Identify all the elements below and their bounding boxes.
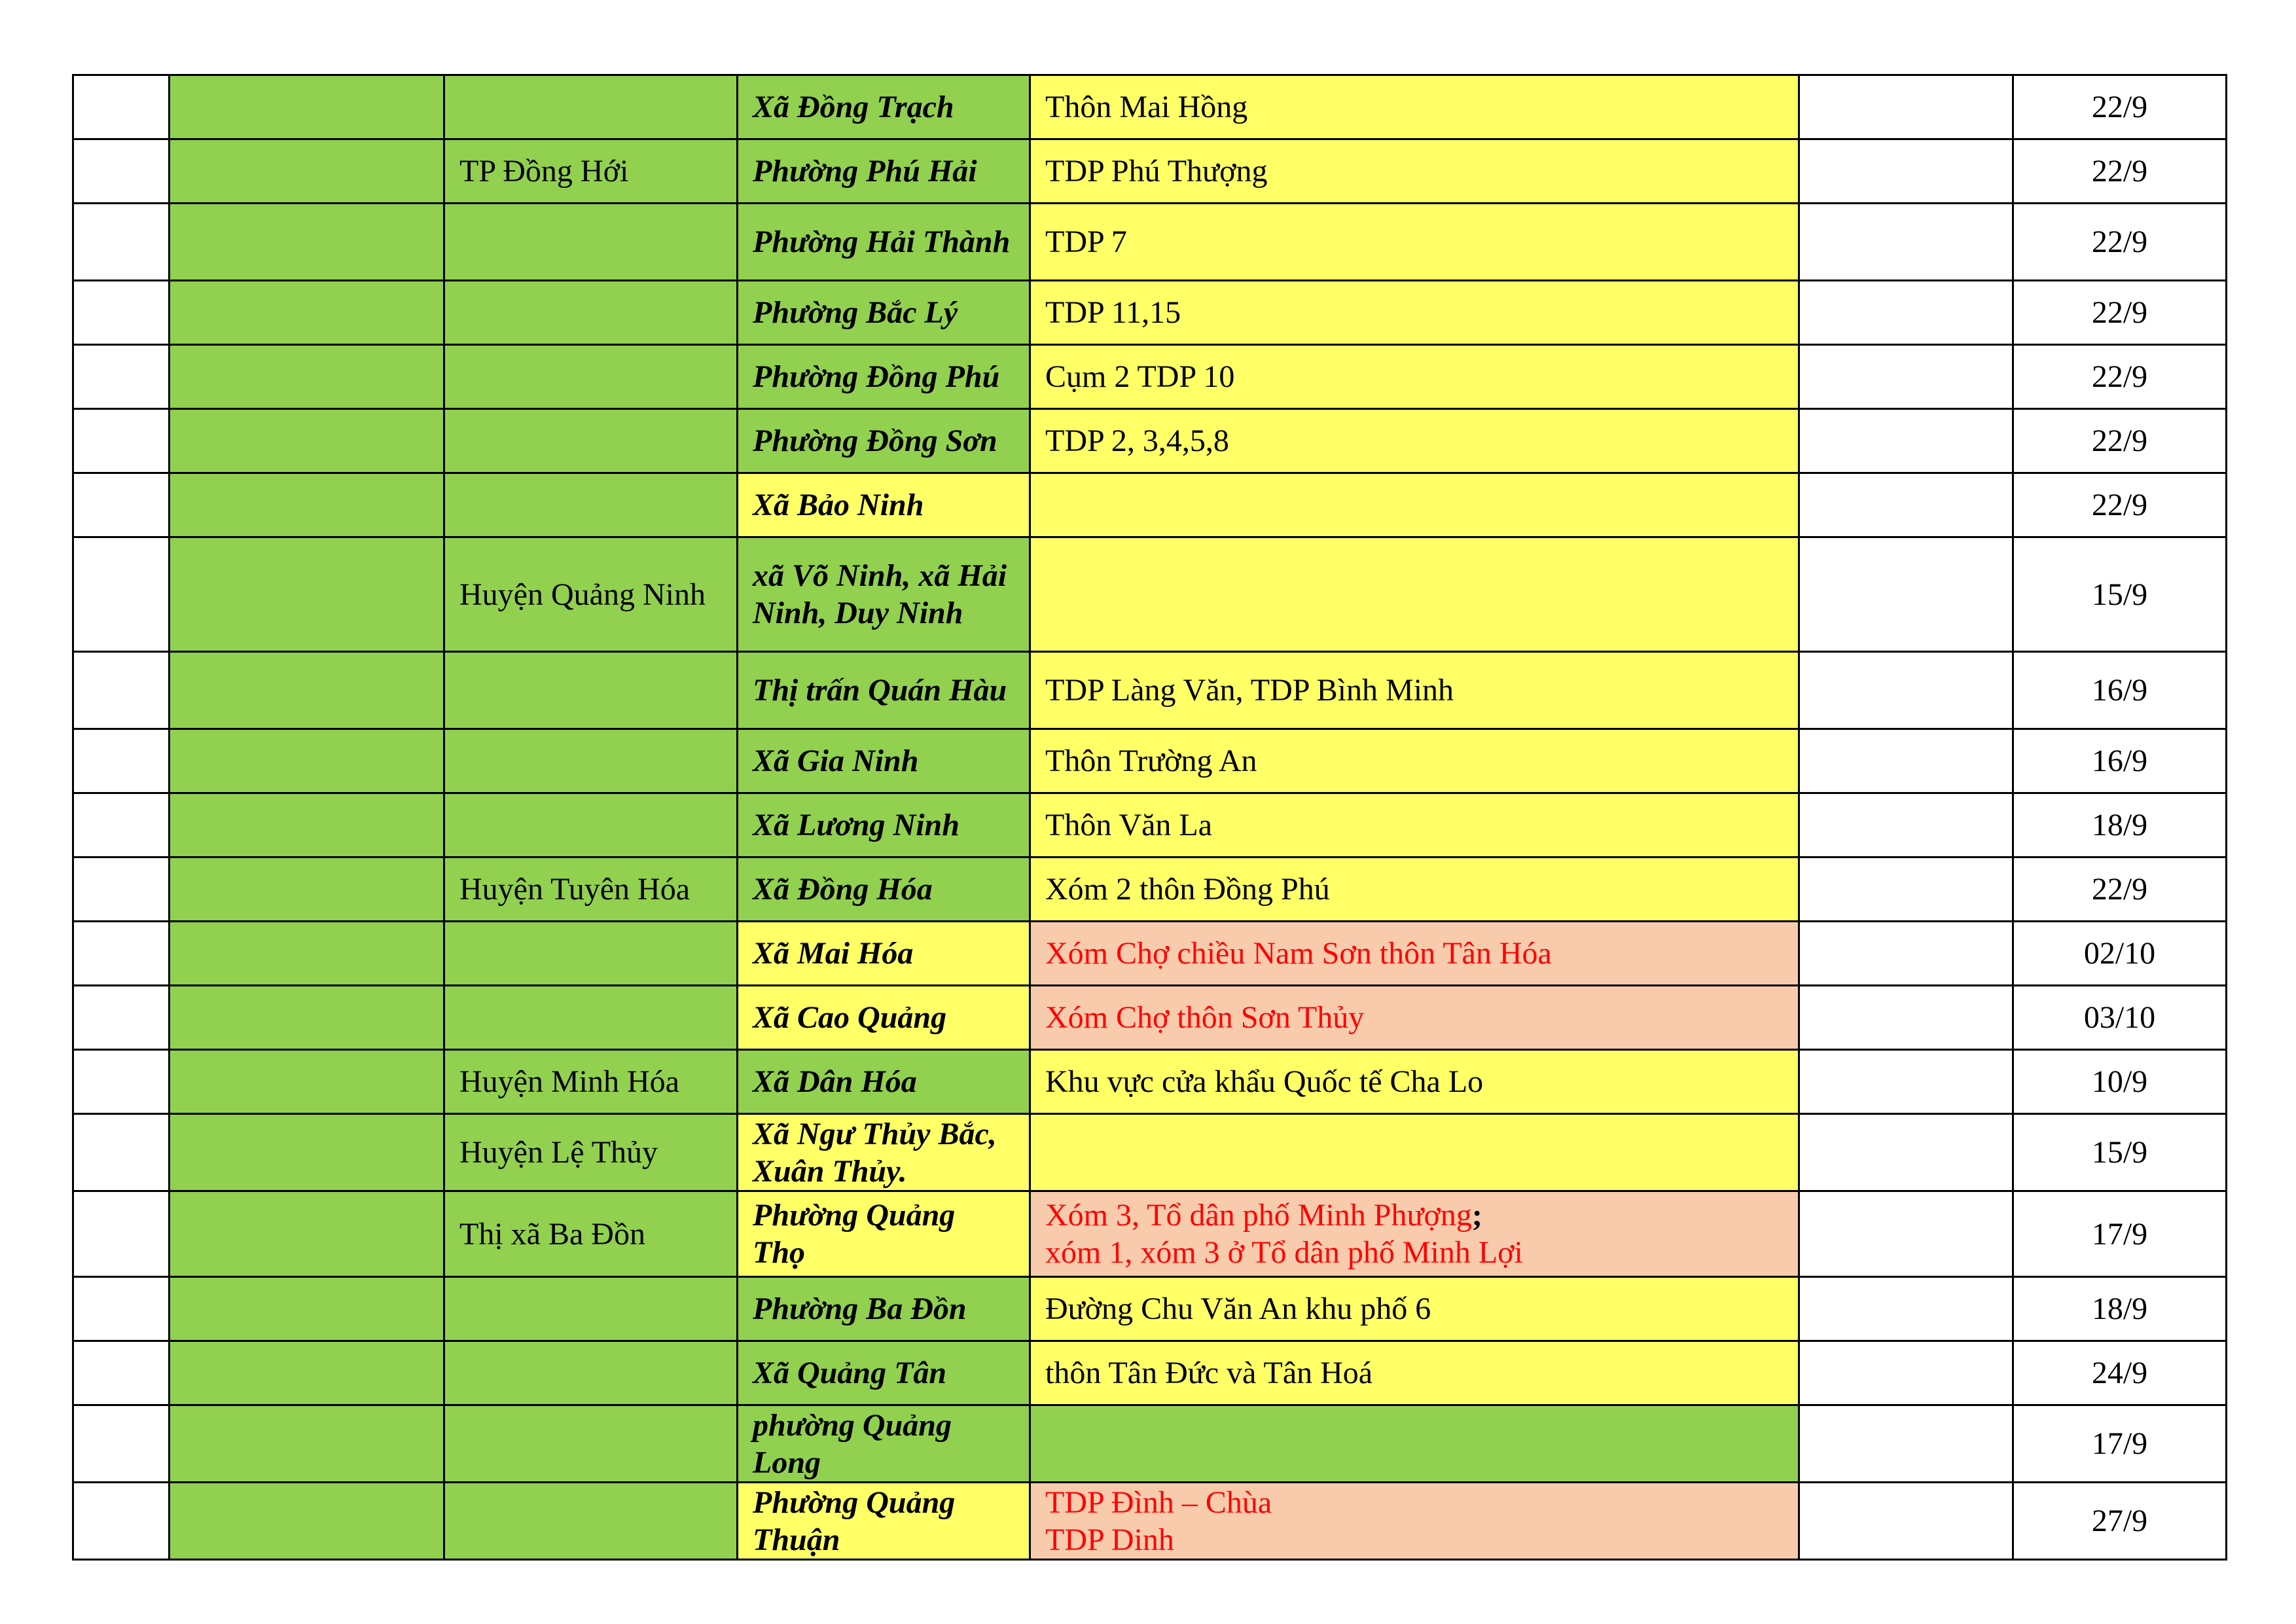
date-cell: 24/9: [2013, 1341, 2227, 1405]
commune-cell: Phường Ba Đồn: [738, 1277, 1030, 1341]
note-cell: [1799, 1277, 2013, 1341]
date-cell: 10/9: [2013, 1050, 2227, 1114]
district-cell: [444, 409, 738, 473]
note-cell: [1799, 652, 2013, 729]
stt-cell: [73, 409, 170, 473]
table-row: [73, 793, 2227, 857]
area-line: TDP Dinh: [1045, 1522, 1174, 1557]
note-cell: [1799, 1114, 2013, 1191]
table-row: [73, 139, 2227, 204]
area-line: xóm 1, xóm 3 ở Tổ dân phố Minh Lợi: [1045, 1235, 1523, 1270]
area-cell: [1030, 409, 1799, 473]
date-cell: 22/9: [2013, 473, 2227, 537]
area-line: Xóm 2 thôn Đồng Phú: [1045, 872, 1330, 907]
province-cell: [170, 537, 444, 652]
area-line: TDP 7: [1045, 225, 1127, 259]
commune-cell: Phường Quảng Thọ: [738, 1191, 1030, 1277]
table-row: [73, 1341, 2227, 1405]
area-line: Xóm Chợ thôn Sơn Thủy: [1045, 1000, 1365, 1035]
area-cell: [1030, 857, 1799, 922]
note-cell: [1799, 345, 2013, 409]
area-line-suffix: ;: [1471, 1198, 1482, 1233]
date-cell: 17/9: [2013, 1405, 2227, 1483]
district-cell: Huyện Lệ Thủy: [444, 1114, 738, 1191]
stt-cell: [73, 986, 170, 1050]
note-cell: [1799, 922, 2013, 986]
area-line: TDP 2, 3,4,5,8: [1045, 424, 1229, 458]
date-cell: 18/9: [2013, 793, 2227, 857]
province-cell: [170, 281, 444, 345]
area-cell: [1030, 1341, 1799, 1405]
province-cell: [170, 1405, 444, 1483]
table-row: [73, 1405, 2227, 1483]
stt-cell: [73, 1277, 170, 1341]
district-cell: [444, 345, 738, 409]
district-cell: Huyện Minh Hóa: [444, 1050, 738, 1114]
province-cell: [170, 409, 444, 473]
area-line: Khu vực cửa khẩu Quốc tế Cha Lo: [1045, 1064, 1484, 1099]
district-cell: [444, 75, 738, 139]
area-line: Thôn Văn La: [1045, 808, 1213, 842]
date-cell: 22/9: [2013, 75, 2227, 139]
commune-cell: Phường Đồng Phú: [738, 345, 1030, 409]
district-cell: [444, 729, 738, 793]
area-cell: [1030, 1191, 1799, 1277]
area-cell: [1030, 1050, 1799, 1114]
area-line: thôn Tân Đức và Tân Hoá: [1045, 1356, 1373, 1390]
district-cell: [444, 473, 738, 537]
stt-cell: [73, 537, 170, 652]
note-cell: [1799, 281, 2013, 345]
area-line: TDP 11,15: [1045, 295, 1181, 330]
date-cell: 17/9: [2013, 1191, 2227, 1277]
stt-cell: [73, 281, 170, 345]
province-cell: [170, 1191, 444, 1277]
province-cell: [170, 1114, 444, 1191]
stt-cell: [73, 1191, 170, 1277]
province-cell: [170, 793, 444, 857]
note-cell: [1799, 537, 2013, 652]
date-cell: 22/9: [2013, 857, 2227, 922]
table-row: [73, 281, 2227, 345]
stt-cell: [73, 1341, 170, 1405]
note-cell: [1799, 857, 2013, 922]
area-cell: [1030, 1114, 1799, 1191]
commune-cell: xã Võ Ninh, xã Hải Ninh, Duy Ninh: [738, 537, 1030, 652]
stt-cell: [73, 652, 170, 729]
date-cell: 03/10: [2013, 986, 2227, 1050]
area-line: Cụm 2 TDP 10: [1045, 359, 1235, 394]
commune-cell: Xã Mai Hóa: [738, 922, 1030, 986]
stt-cell: [73, 729, 170, 793]
area-cell: [1030, 473, 1799, 537]
table-row: [73, 986, 2227, 1050]
note-cell: [1799, 1191, 2013, 1277]
table-body: [73, 75, 2227, 1560]
area-cell: [1030, 281, 1799, 345]
area-line: TDP Phú Thượng: [1045, 154, 1268, 189]
province-cell: [170, 75, 444, 139]
commune-cell: Xã Bảo Ninh: [738, 473, 1030, 537]
district-cell: TP Đồng Hới: [444, 139, 738, 204]
date-cell: 15/9: [2013, 537, 2227, 652]
stt-cell: [73, 204, 170, 281]
area-line: Đường Chu Văn An khu phố 6: [1045, 1291, 1431, 1326]
stt-cell: [73, 857, 170, 922]
province-cell: [170, 345, 444, 409]
area-line-wrap: [1045, 1197, 1784, 1234]
commune-cell: phường Quảng Long: [738, 1405, 1030, 1483]
province-cell: [170, 204, 444, 281]
stt-cell: [73, 1050, 170, 1114]
date-cell: 18/9: [2013, 1277, 2227, 1341]
stt-cell: [73, 75, 170, 139]
date-cell: 22/9: [2013, 139, 2227, 204]
stt-cell: [73, 1114, 170, 1191]
district-cell: Thị xã Ba Đồn: [444, 1191, 738, 1277]
date-cell: 22/9: [2013, 409, 2227, 473]
commune-cell: Xã Gia Ninh: [738, 729, 1030, 793]
stt-cell: [73, 473, 170, 537]
province-cell: [170, 652, 444, 729]
note-cell: [1799, 1405, 2013, 1483]
area-cell: [1030, 345, 1799, 409]
district-cell: [444, 204, 738, 281]
commune-cell: Xã Cao Quảng: [738, 986, 1030, 1050]
province-cell: [170, 857, 444, 922]
area-cell: [1030, 729, 1799, 793]
district-cell: [444, 1277, 738, 1341]
area-cell: [1030, 204, 1799, 281]
table-row: [73, 345, 2227, 409]
district-cell: [444, 793, 738, 857]
stt-cell: [73, 1483, 170, 1560]
table-row: [73, 537, 2227, 652]
area-line: Thôn Trường An: [1045, 744, 1257, 778]
note-cell: [1799, 1483, 2013, 1560]
commune-cell: Thị trấn Quán Hàu: [738, 652, 1030, 729]
stt-cell: [73, 793, 170, 857]
province-cell: [170, 1483, 444, 1560]
note-cell: [1799, 139, 2013, 204]
note-cell: [1799, 793, 2013, 857]
district-cell: Huyện Quảng Ninh: [444, 537, 738, 652]
note-cell: [1799, 1050, 2013, 1114]
table-row: [73, 473, 2227, 537]
area-cell: [1030, 986, 1799, 1050]
area-cell: [1030, 1277, 1799, 1341]
date-cell: 27/9: [2013, 1483, 2227, 1560]
commune-cell: Phường Quảng Thuận: [738, 1483, 1030, 1560]
district-cell: [444, 1341, 738, 1405]
district-cell: [444, 652, 738, 729]
date-cell: 02/10: [2013, 922, 2227, 986]
area-line: TDP Đình – Chùa: [1045, 1485, 1272, 1520]
note-cell: [1799, 986, 2013, 1050]
table-row: [73, 652, 2227, 729]
outbreak-area-table: [72, 74, 2227, 1561]
province-cell: [170, 1341, 444, 1405]
date-cell: 16/9: [2013, 729, 2227, 793]
area-cell: [1030, 922, 1799, 986]
province-cell: [170, 1050, 444, 1114]
district-cell: [444, 922, 738, 986]
area-cell: [1030, 139, 1799, 204]
table-row: [73, 1191, 2227, 1277]
area-line: TDP Làng Văn, TDP Bình Minh: [1045, 673, 1454, 708]
commune-cell: Phường Phú Hải: [738, 139, 1030, 204]
note-cell: [1799, 473, 2013, 537]
province-cell: [170, 922, 444, 986]
area-cell: [1030, 537, 1799, 652]
area-cell: [1030, 75, 1799, 139]
commune-cell: Xã Đồng Hóa: [738, 857, 1030, 922]
stt-cell: [73, 922, 170, 986]
area-cell: [1030, 1405, 1799, 1483]
commune-cell: Xã Lương Ninh: [738, 793, 1030, 857]
province-cell: [170, 729, 444, 793]
district-cell: [444, 1483, 738, 1560]
area-cell: [1030, 793, 1799, 857]
table-row: [73, 922, 2227, 986]
table-row: [73, 857, 2227, 922]
table-row: [73, 1050, 2227, 1114]
table-row: [73, 1114, 2227, 1191]
area-line: Xóm Chợ chiều Nam Sơn thôn Tân Hóa: [1045, 936, 1552, 971]
area-line: Xóm 3, Tổ dân phố Minh Phượng: [1045, 1198, 1472, 1233]
commune-cell: Xã Ngư Thủy Bắc, Xuân Thủy.: [738, 1114, 1030, 1191]
commune-cell: Phường Bắc Lý: [738, 281, 1030, 345]
date-cell: 15/9: [2013, 1114, 2227, 1191]
commune-cell: Xã Dân Hóa: [738, 1050, 1030, 1114]
table-row: [73, 1277, 2227, 1341]
stt-cell: [73, 1405, 170, 1483]
date-cell: 22/9: [2013, 281, 2227, 345]
province-cell: [170, 1277, 444, 1341]
date-cell: 16/9: [2013, 652, 2227, 729]
area-cell: [1030, 1483, 1799, 1560]
province-cell: [170, 139, 444, 204]
table-row: [73, 1483, 2227, 1560]
note-cell: [1799, 1341, 2013, 1405]
table-row: [73, 75, 2227, 139]
table-row: [73, 729, 2227, 793]
date-cell: 22/9: [2013, 204, 2227, 281]
district-cell: [444, 281, 738, 345]
province-cell: [170, 473, 444, 537]
province-cell: [170, 986, 444, 1050]
commune-cell: Xã Đồng Trạch: [738, 75, 1030, 139]
table-row: [73, 409, 2227, 473]
note-cell: [1799, 75, 2013, 139]
district-cell: Huyện Tuyên Hóa: [444, 857, 738, 922]
area-line: Thôn Mai Hồng: [1045, 90, 1248, 124]
commune-cell: Phường Đồng Sơn: [738, 409, 1030, 473]
note-cell: [1799, 729, 2013, 793]
district-cell: [444, 1405, 738, 1483]
area-cell: [1030, 652, 1799, 729]
note-cell: [1799, 409, 2013, 473]
stt-cell: [73, 345, 170, 409]
table-row: [73, 204, 2227, 281]
stt-cell: [73, 139, 170, 204]
commune-cell: Xã Quảng Tân: [738, 1341, 1030, 1405]
date-cell: 22/9: [2013, 345, 2227, 409]
note-cell: [1799, 204, 2013, 281]
commune-cell: Phường Hải Thành: [738, 204, 1030, 281]
district-cell: [444, 986, 738, 1050]
